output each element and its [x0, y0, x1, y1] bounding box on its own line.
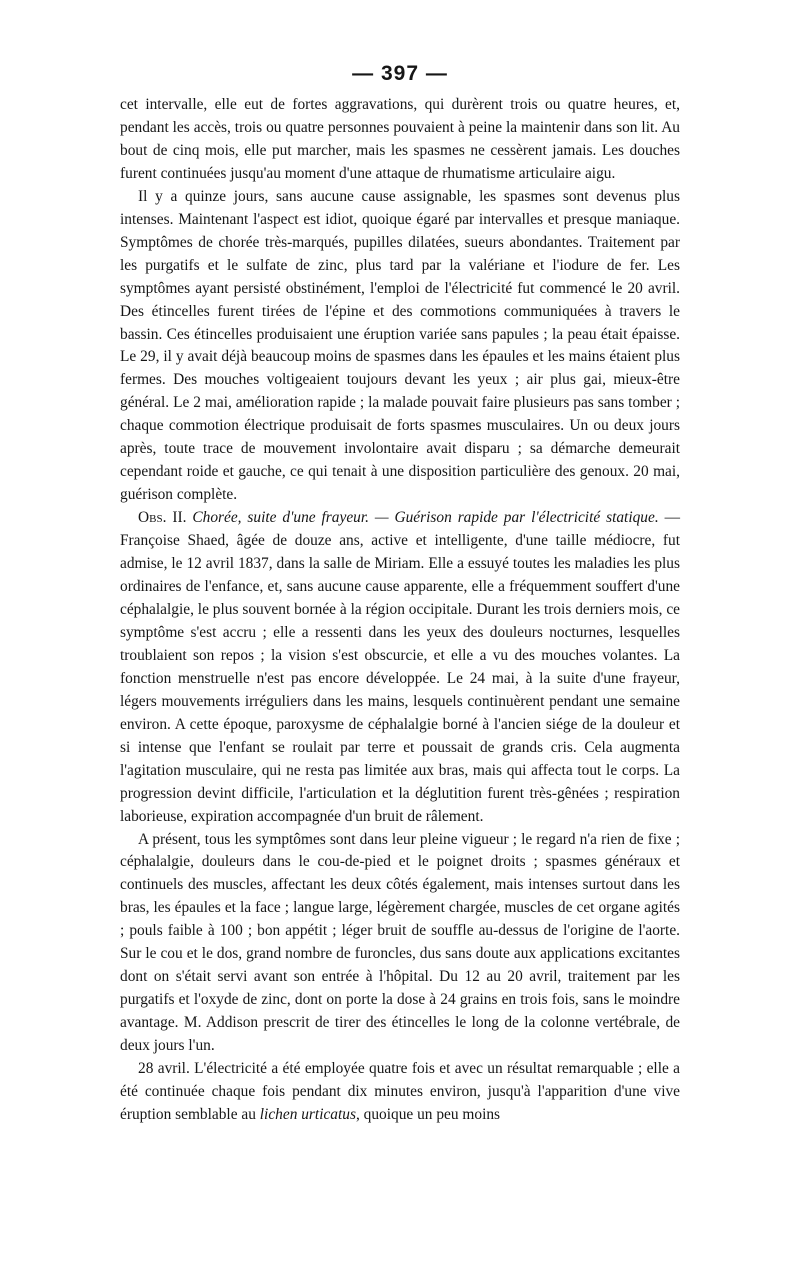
paragraph-continuation: cet intervalle, elle eut de fortes aggravations, qui durèrent trois ou quatre heures, et, pendant les accès, trois ou quatre personnes pouvaient à peine la maintenir dans son lit. Au bout de cinq mois, elle put marcher, mais les spasmes ne cessèrent jamais. Les douches furent continuées jusqu'au moment d'une attaque de rhumatisme articulaire aigu. — [120, 96, 680, 182]
observation-body: — Françoise Shaed, âgée de douze ans, active et intelligente, d'une taille médiocre, fut admise, le 12 avril 1837, dans la salle de Miriam. Elle a essuyé toutes les maladies les plus ordinaires de l'enfance, et, sans aucune cause apparente, elle a fréquemment souffert d'une céphalalgie, le plus souvent bornée à la région occipitale. Durant les trois derniers mois, ce symptôme s'est accru ; elle a ressenti dans les yeux des douleurs nocturnes, lesquelles troublaient son repos ; la vision s'est obscurcie, et elle a vu des mouches volantes. La fonction menstruelle n'est pas encore développée. Le 24 mai, à la suite d'une frayeur, légers mouvements irréguliers dans les mains, lesquels continuèrent pendant une semaine environ. A cette époque, paroxysme de céphalalgie borné à l'ancien siége de la douleur et si intense que l'enfant se roulait par terre et poussait de grands cris. Cela augmenta l'agitation musculaire, qui ne resta pas limitée aux bras, mais qui affecta tout le corps. La progression devint difficile, l'articulation et la déglutition furent très-gênées ; respiration laborieuse, expiration accompagnée d'un bruit de râlement. — [120, 509, 680, 825]
april-28-text: 28 avril. L'électricité a été employée quatre fois et avec un résultat remarquable ; elle a été continuée chaque fois pendant dix minutes environ, jusqu'à l'apparition d'une vive éruption semblable au — [120, 1060, 680, 1123]
paragraph-obs-1-course: Il y a quinze jours, sans aucune cause assignable, les spasmes sont devenus plus intenses. Maintenant l'aspect est idiot, quoique égaré par intervalles et presque maniaque. Symptômes de chorée très-marqués, pupilles dilatées, sueurs abondantes. Traitement par les purgatifs et le sulfate de zinc, plus tard par la valériane et l'iodure de fer. Les symptômes ayant persisté obstinément, l'emploi de l'électricité fut commencé le 20 avril. Des étincelles furent tirées de l'épine et des commotions communiquées à travers le bassin. Ces étincelles produisaient une éruption variée sans papules ; la peau était épaisse. Le 29, il y avait déjà beaucoup moins de spasmes dans les épaules et les mains étaient plus fermes. Des mouches voltigeaient toujours devant les yeux ; air plus gai, mieux-être général. Le 2 mai, amélioration rapide ; la malade pouvait faire plusieurs pas sans tomber ; chaque commotion électrique produisait de forts spasmes musculaires. Un ou deux jours après, toute trace de mouvement involontaire avait disparu ; sa démarche demeurait cependant roide et gauche, ce qui tenait à une disposition particulière des genoux. 20 mai, guérison complète. — [120, 187, 680, 504]
paragraph-april-28 — [120, 1058, 680, 1127]
observation-title: Chorée, suite d'une frayeur. — Guérison rapide par l'électricité statique. — [192, 509, 659, 527]
page-number: — 397 — — [352, 62, 448, 85]
body-text — [120, 94, 680, 1127]
paragraph-present-state: A présent, tous les symptômes sont dans leur pleine vigueur ; le regard n'a rien de fixe ; céphalalgie, douleurs dans le cou-de-pied et le poignet droits ; spasmes généraux et continuels des muscles, affectant les deux côtés également, mais intenses surtout dans les bras, les épaules et la face ; langue large, légèrement chargée, muscles de cet organe agités ; pouls faible à 100 ; bon appétit ; léger bruit de souffle au-dessus de l'origine de l'aorte. Sur le cou et le dos, grand nombre de furoncles, dus sans doute aux applications excitantes dont on s'était servi avant son entrée à l'hôpital. Du 12 au 20 avril, traitement par les purgatifs et l'oxyde de zinc, dont on porte la dose à 24 grains en trois fois, sans le moindre avantage. M. Addison prescrit de tirer des étincelles le long de la colonne vertébrale, de deux jours l'un. — [120, 830, 680, 1055]
observation-label: Obs. II. — [138, 509, 187, 527]
april-28-tail: , quoique un peu moins — [355, 1105, 501, 1123]
lichen-term: lichen urticatus — [259, 1105, 356, 1123]
paragraph-obs-2-intro — [120, 507, 680, 828]
